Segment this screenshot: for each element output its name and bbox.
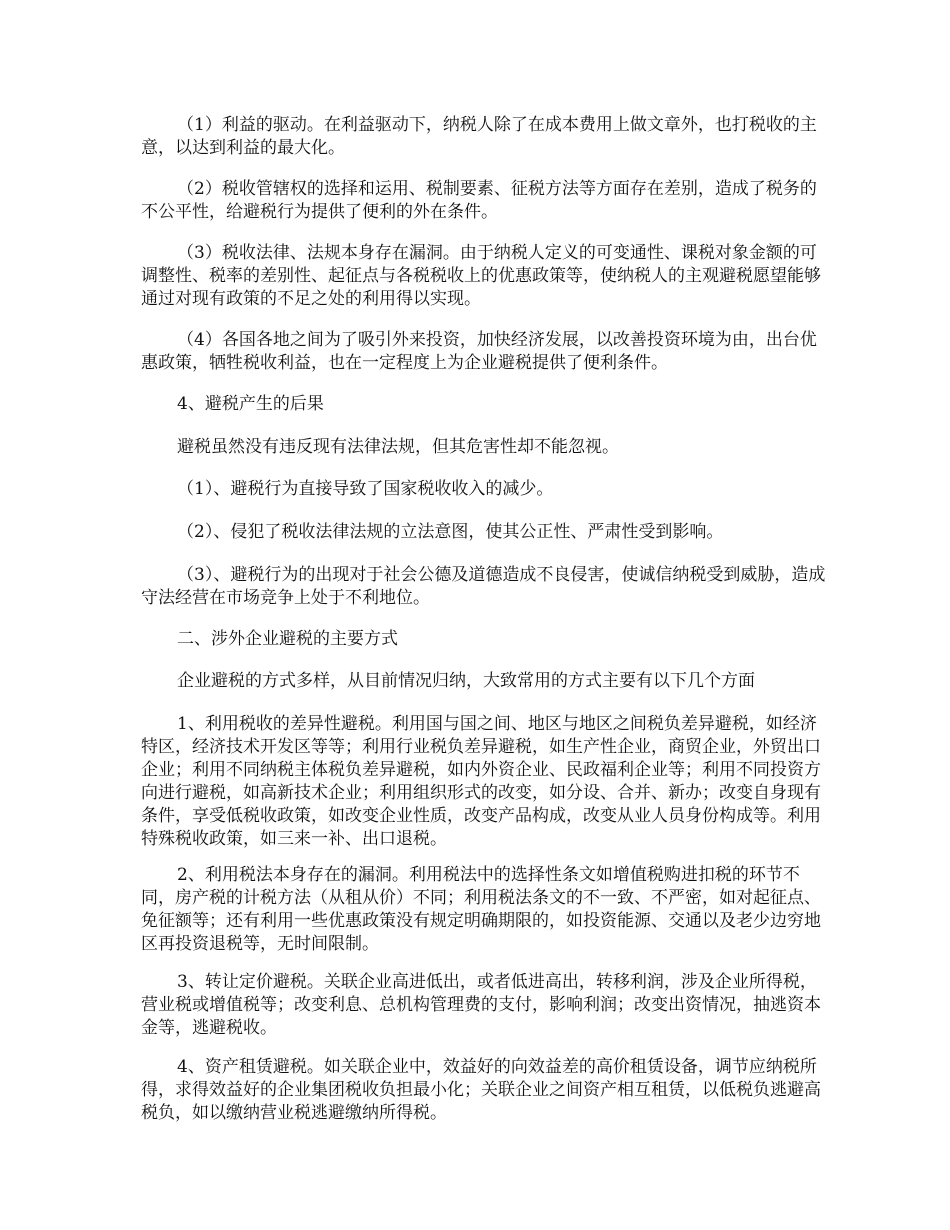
paragraph-driving-interest: （1）利益的驱动。在利益驱动下，纳税人除了在成本费用上做文章外，也打税收的主意，以达到利益的最大化。: [141, 115, 817, 158]
section-heading-consequences: 4、避税产生的后果: [177, 394, 324, 414]
paragraph-legal-loopholes: （3）税收法律、法规本身存在漏洞。由于纳税人定义的可变通性、课税对象金额的可调整性、税率的差别性、起征点与各税税收上的优惠政策等，使纳税人的主观避税愿望能够通过对现有政策的不足之处的利用得以实现。: [141, 243, 821, 309]
paragraph-method-2: 2、利用税法本身存在的漏洞。利用税法中的选择性条文如增值税购进扣税的环节不同，房产税的计税方法（从租从价）不同；利用税法条文的不一致、不严密，如对起征点、免征额等；还有利用一些优惠政策没有规定明确期限的，如投资能源、交通以及老少边穷地区再投资退税等，无时间限制。: [141, 865, 821, 954]
paragraph-methods-intro: 企业避税的方式多样，从目前情况归纳，大致常用的方式主要有以下几个方面: [177, 671, 755, 691]
paragraph-preferential-policies: （4）各国各地之间为了吸引外来投资，加快经济发展，以改善投资环境为由，出台优惠政策，牺牲税收利益，也在一定程度上为企业避税提供了便利条件。: [141, 330, 817, 373]
paragraph-harm: 避税虽然没有违反现有法律法规，但其危害性却不能忽视。: [177, 437, 619, 457]
paragraph-jurisdiction: （2）税收管辖权的选择和运用、税制要素、征税方法等方面存在差别，造成了税务的不公平性，给避税行为提供了便利的外在条件。: [141, 179, 817, 222]
section-heading-methods: 二、涉外企业避税的主要方式: [177, 629, 398, 649]
paragraph-method-3: 3、转让定价避税。关联企业高进低出，或者低进高出，转移利润，涉及企业所得税，营业税或增值税等；改变利息、总机构管理费的支付，影响利润；改变出资情况，抽逃资本金等，逃避税收。: [141, 972, 821, 1038]
paragraph-method-1: 1、利用税收的差异性避税。利用国与国之间、地区与地区之间税负差异避税，如经济特区，经济技术开发区等等；利用行业税负差异避税，如生产性企业，商贸企业，外贸出口企业；利用不同纳税主体税负差异避税，如内外资企业、民政福利企业等；利用不同投资方向进行避税，如高新技术企业；利用组织形式的改变，如分设、合并、新办；改变自身现有条件，享受低税收政策，如改变企业性质，改变产品构成，改变从业人员身份构成等。利用特殊税收政策，如三来一补、出口退税。: [141, 714, 821, 849]
paragraph-method-4: 4、资产租赁避税。如关联企业中，效益好的向效益差的高价租赁设备，调节应纳税所得，求得效益好的企业集团税收负担最小化；关联企业之间资产相互租赁，以低税负逃避高税负，如以缴纳营业税逃避缴纳所得税。: [141, 1057, 821, 1123]
paragraph-consequence-2: （2）、侵犯了税收法律法规的立法意图，使其公正性、严肃性受到影响。: [177, 522, 724, 542]
paragraph-consequence-3: （3）、避税行为的出现对于社会公德及道德造成不良侵害，使诚信纳税受到威胁，造成守法经营在市场竞争上处于不利地位。: [141, 565, 826, 608]
paragraph-consequence-1: （1）、避税行为直接导致了国家税收收入的减少。: [177, 479, 554, 499]
